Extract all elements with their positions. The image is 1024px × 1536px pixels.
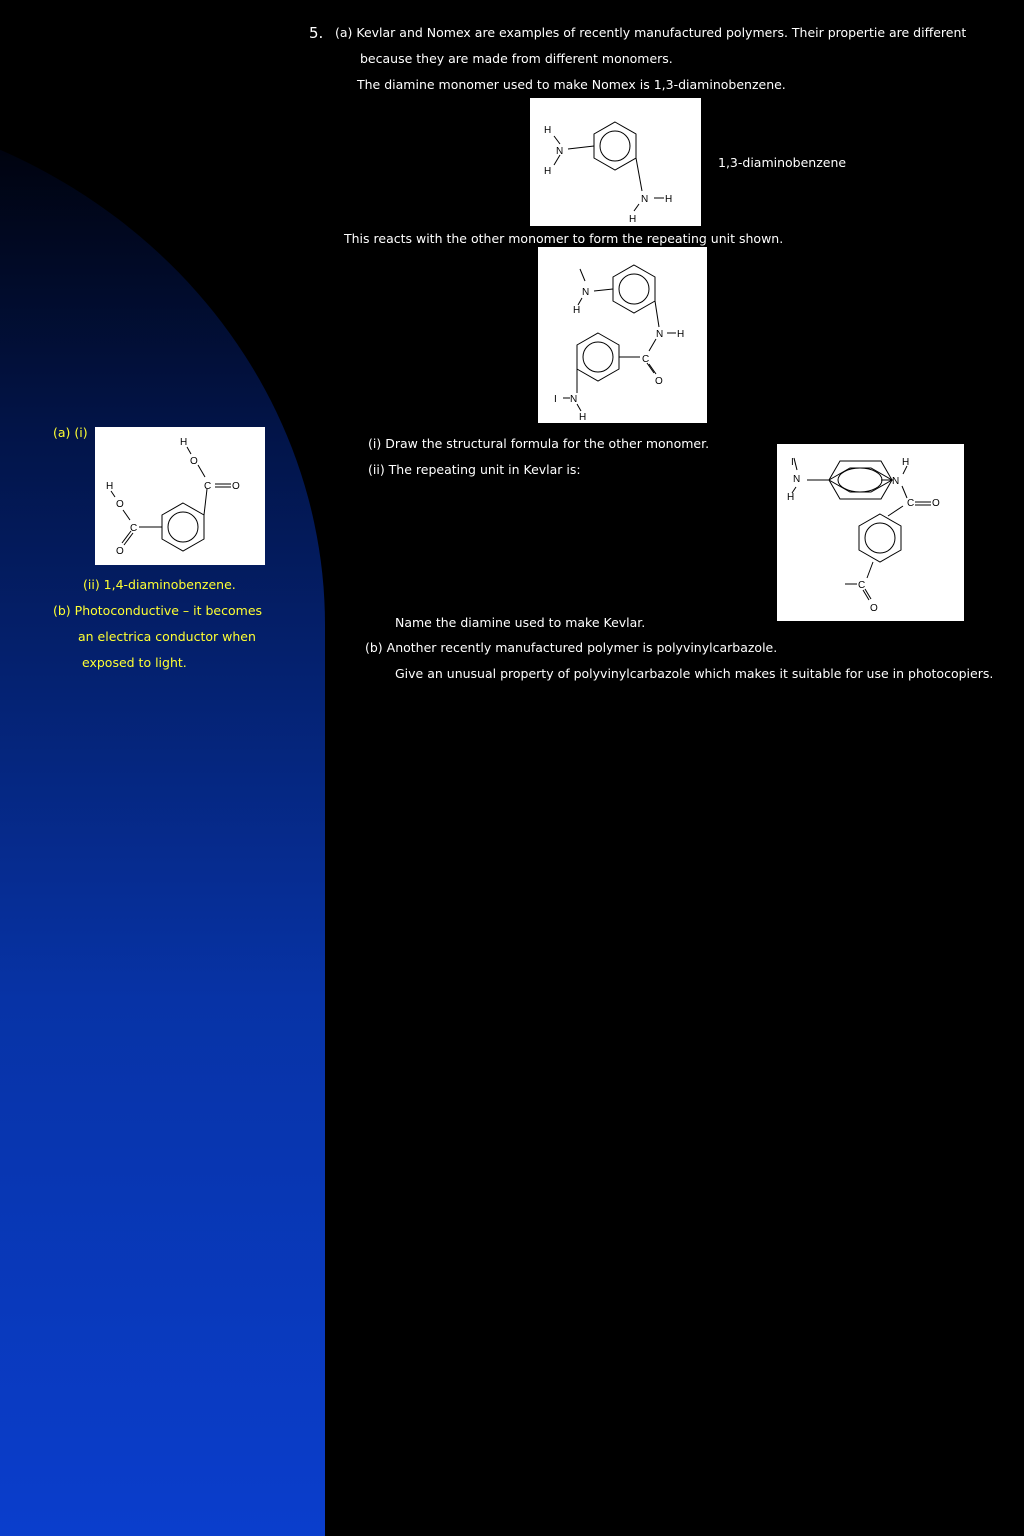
atom-i: I	[554, 394, 557, 405]
atom-h: H	[544, 166, 552, 177]
atom-h: H	[180, 437, 188, 448]
name-diamine-line: Name the diamine used to make Kevlar.	[395, 615, 646, 630]
question-a-line2: because they are made from different monomers.	[360, 51, 673, 66]
question-a-line3: The diamine monomer used to make Nomex is 1,3-diaminobenzene.	[357, 77, 786, 92]
kevlar-repeating-unit	[777, 444, 964, 621]
atom-o: O	[932, 498, 940, 509]
atom-c: C	[204, 481, 212, 492]
atom-h: H	[787, 492, 795, 503]
answer-a-ii: (ii) 1,4-diaminobenzene.	[83, 577, 236, 592]
atom-o: O	[870, 603, 878, 614]
atom-n: N	[641, 194, 649, 205]
background-blue-arc	[0, 100, 325, 1536]
atom-n: N	[793, 474, 801, 485]
atom-n: N	[582, 287, 590, 298]
atom-c: C	[858, 580, 866, 591]
monomer-label: 1,3-diaminobenzene	[718, 155, 847, 170]
answer-b-line3: exposed to light.	[82, 655, 187, 670]
atom-o: O	[232, 481, 240, 492]
atom-h: H	[665, 194, 673, 205]
atom-h: H	[106, 481, 114, 492]
atom-h: H	[544, 125, 552, 136]
atom-i: I	[791, 457, 794, 468]
atom-n: N	[570, 394, 578, 405]
question-b-line2: Give an unusual property of polyvinylcarbazole which makes it suitable for use in photocopiers.	[395, 666, 994, 681]
atom-c: C	[130, 523, 138, 534]
diaminobenzene-structure	[530, 98, 701, 226]
atom-o: O	[655, 376, 663, 387]
part-ii-text: (ii) The repeating unit in Kevlar is:	[368, 462, 581, 477]
atom-h: H	[677, 329, 685, 340]
answer-b-line2: an electrica conductor when	[78, 629, 256, 644]
nomex-repeating-unit	[538, 247, 707, 423]
atom-h: H	[579, 412, 587, 423]
question-number: 5.	[309, 24, 324, 42]
atom-c: C	[907, 498, 915, 509]
atom-n: N	[892, 476, 900, 487]
answer-a-i-label: (a) (i)	[53, 425, 88, 440]
terephthalic-acid-structure	[95, 427, 265, 565]
atom-h: H	[573, 305, 581, 316]
answer-b-line1: (b) Photoconductive – it becomes	[53, 603, 263, 618]
question-a-line1: (a) Kevlar and Nomex are examples of recently manufactured polymers. Their propertie are different	[335, 25, 967, 40]
part-i-text: (i) Draw the structural formula for the other monomer.	[368, 436, 710, 451]
question-b-line1: (b) Another recently manufactured polymer is polyvinylcarbazole.	[365, 640, 778, 655]
atom-h: H	[629, 214, 637, 225]
atom-c: C	[642, 354, 650, 365]
atom-n: N	[556, 146, 564, 157]
atom-o: O	[190, 456, 198, 467]
reacts-line: This reacts with the other monomer to form the repeating unit shown.	[344, 231, 784, 246]
atom-h: H	[902, 457, 910, 468]
atom-n: N	[656, 329, 664, 340]
atom-o: O	[116, 546, 124, 557]
atom-o: O	[116, 499, 124, 510]
